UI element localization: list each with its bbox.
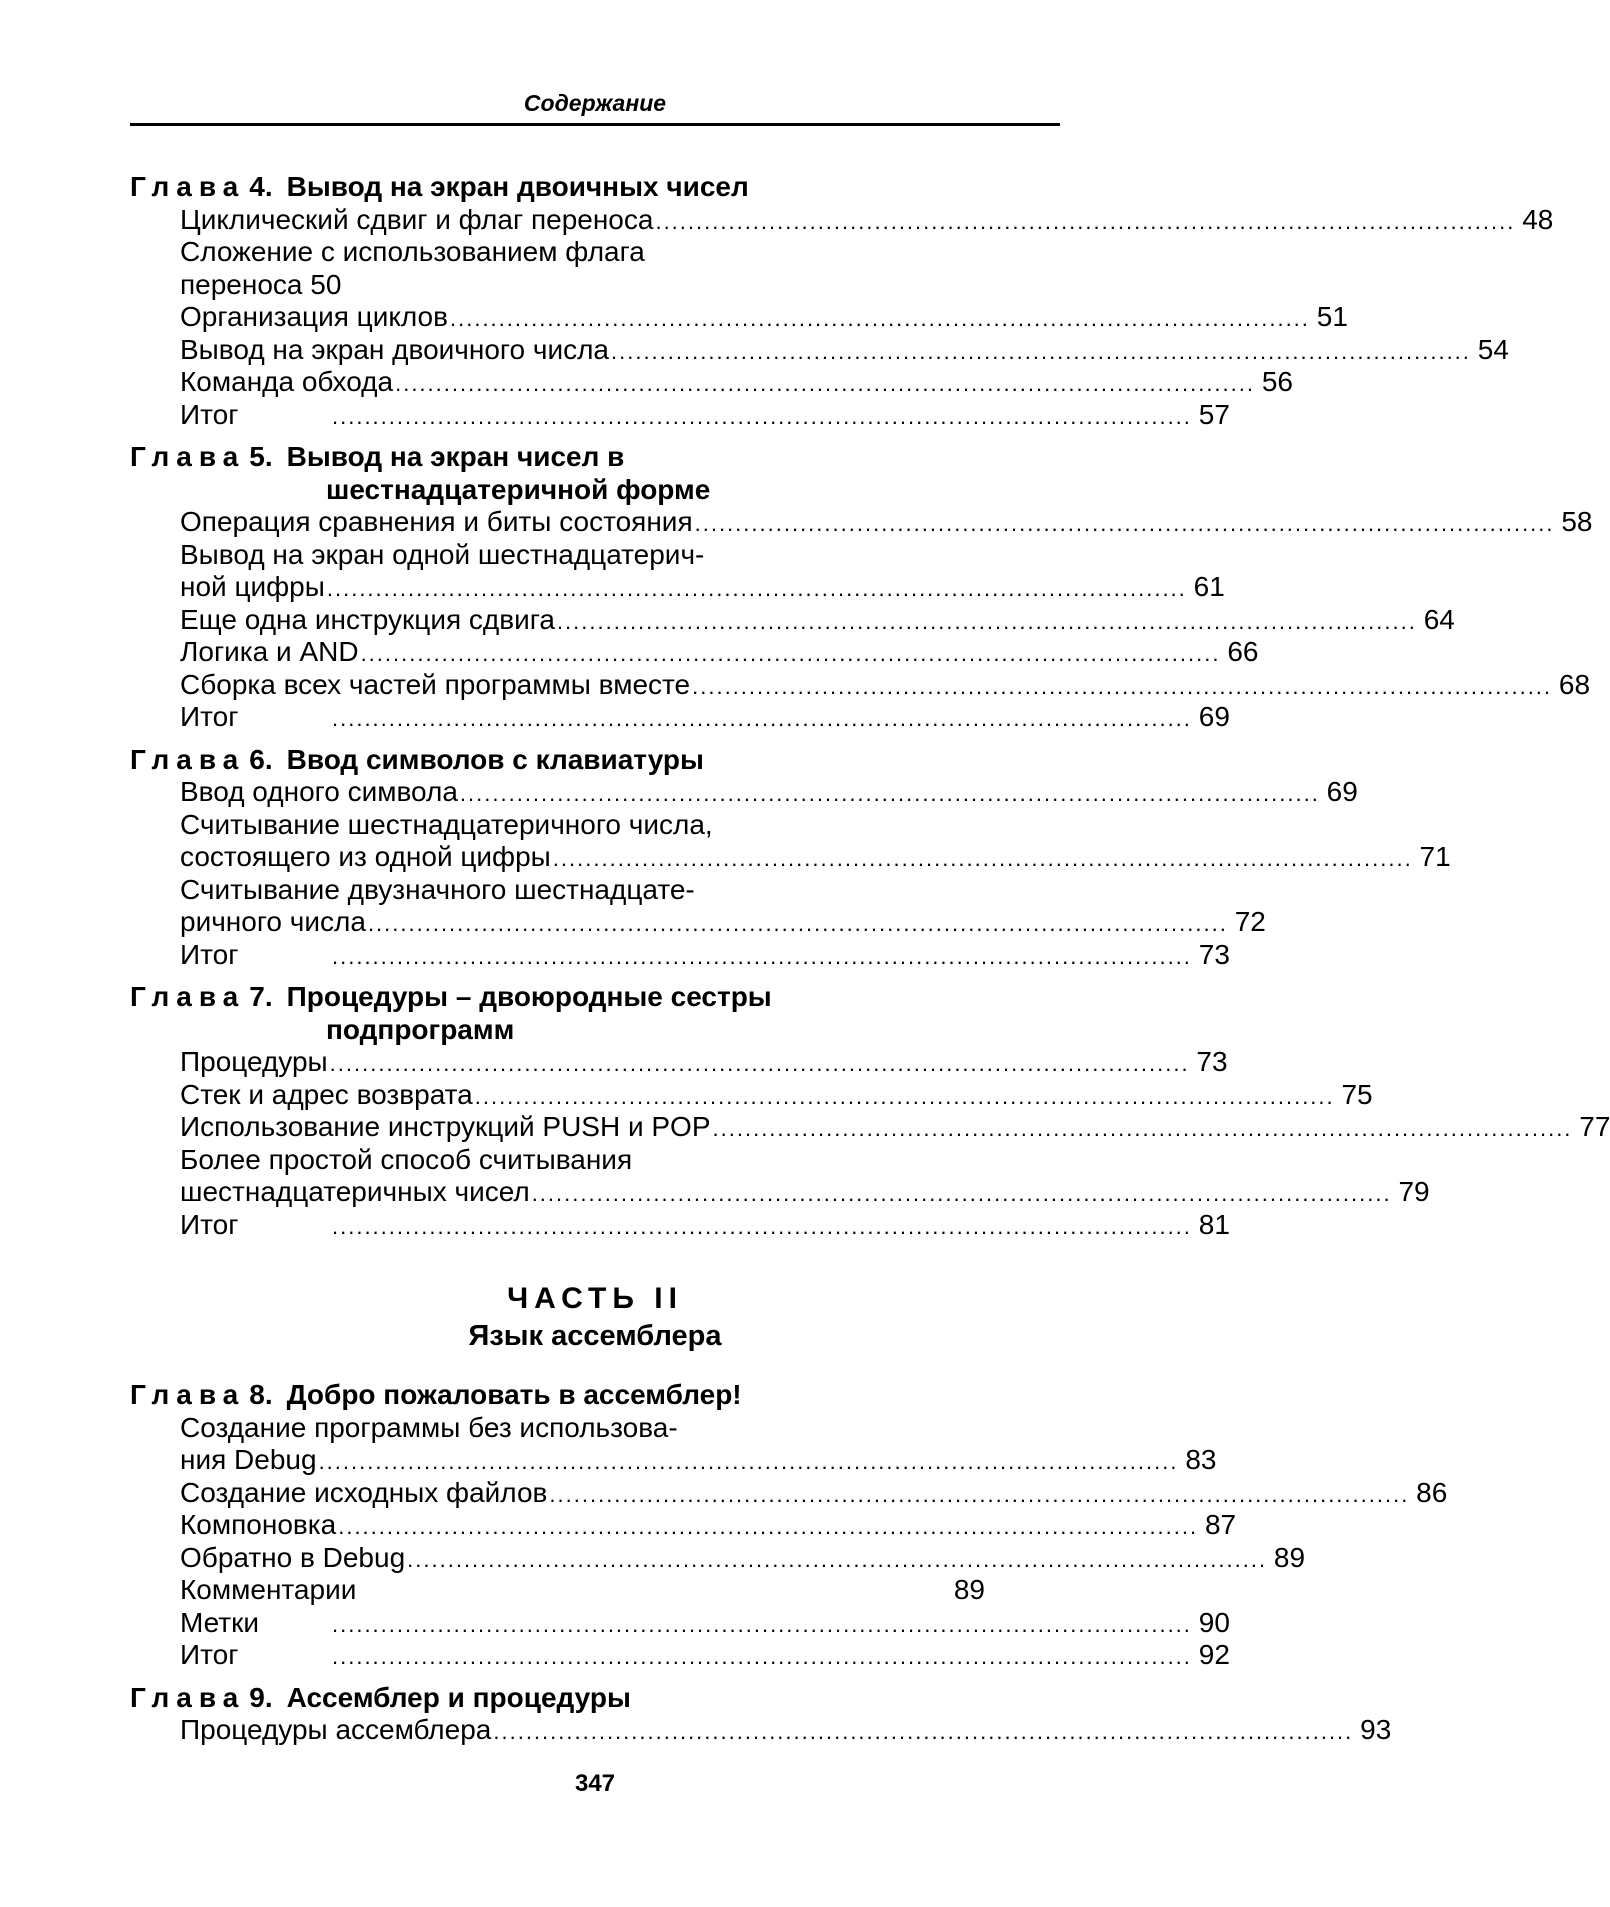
running-header: Содержание xyxy=(523,90,667,116)
entry-title: Комментарии xyxy=(180,1574,357,1605)
toc-entry[interactable] xyxy=(180,700,1230,734)
toc-entry[interactable] xyxy=(180,635,1259,669)
chapter-number: 4. xyxy=(249,171,273,202)
entry-title: Стек и адрес возврата xyxy=(180,1078,473,1110)
dot-leader: .......................................................................................................... xyxy=(332,943,1192,969)
chapter-number: 9. xyxy=(249,1681,273,1713)
chapter-heading xyxy=(130,1681,1060,1715)
dot-leader: .......................................................................................................... xyxy=(531,1181,1392,1206)
page-ref: 83 xyxy=(1185,1444,1217,1475)
dot-leader: .......................................................................................................... xyxy=(611,338,1471,364)
page-ref: 89 xyxy=(1273,1541,1306,1573)
entry-title: Вывод на экран одной шестнадцатерич- xyxy=(180,538,705,570)
page-ref: 87 xyxy=(1204,1509,1237,1540)
page-ref: 93 xyxy=(1360,1714,1392,1745)
entry-title: Считывание шестнадцатеричного числа, xyxy=(180,808,713,840)
dot-leader: .......................................................................................................... xyxy=(692,673,1553,699)
page-ref: 86 xyxy=(1416,1476,1448,1508)
toc-entry[interactable] xyxy=(180,873,985,907)
entry-title: Процедуры ассемблера xyxy=(180,1714,492,1745)
entry-title: Ввод одного символа xyxy=(180,776,458,807)
page-ref: 75 xyxy=(1341,1078,1373,1110)
toc-entry[interactable] xyxy=(180,905,1266,939)
entry-title: Итог xyxy=(180,938,239,970)
chapter-title: Ввод символов с клавиатуры xyxy=(286,743,704,775)
dot-leader: .......................................................................................................... xyxy=(556,608,1417,634)
entry-title: Более простой способ считывания xyxy=(180,1143,633,1175)
chapter-label: Глава xyxy=(130,1681,246,1713)
entry-title: Итог xyxy=(180,1639,239,1670)
toc-entry[interactable] xyxy=(180,538,985,572)
page-ref: 66 xyxy=(1227,636,1259,667)
page-ref: 73 xyxy=(1196,1046,1228,1077)
page-ref: 58 xyxy=(1561,506,1593,537)
dot-leader: .......................................................................................................... xyxy=(360,641,1221,666)
header-rule xyxy=(130,123,1060,126)
toc-entry[interactable] xyxy=(180,1541,1306,1575)
entry-title: Итог xyxy=(180,398,239,430)
page-ref: 81 xyxy=(1198,1208,1230,1240)
page-ref: 71 xyxy=(1419,841,1451,872)
page-ref: 79 xyxy=(1398,1176,1430,1207)
page-ref: 54 xyxy=(1477,333,1509,365)
toc-entry[interactable] xyxy=(180,1045,1228,1079)
page-ref: 57 xyxy=(1198,398,1230,430)
entry-title: Еще одна инструкция сдвига xyxy=(180,603,555,635)
dot-leader: .......................................................................................................... xyxy=(552,846,1413,871)
page-ref: 69 xyxy=(1198,701,1230,732)
chapter-heading xyxy=(130,743,1060,777)
chapter-label: Глава xyxy=(130,171,246,202)
chapter-number: 6. xyxy=(249,743,273,775)
page-ref: 56 xyxy=(1261,366,1293,397)
chapter-title: Ассемблер и процедуры xyxy=(286,1681,631,1713)
chapter-label: Глава xyxy=(130,441,246,472)
page-ref: 61 xyxy=(1193,571,1225,602)
toc-entry[interactable] xyxy=(180,938,1230,972)
page-ref: 64 xyxy=(1423,603,1455,635)
toc-entry[interactable] xyxy=(180,808,985,842)
page-ref: 90 xyxy=(1198,1606,1230,1638)
chapter-title: подпрограмм xyxy=(326,1013,515,1045)
entry-title: ричного числа xyxy=(180,906,366,937)
page-ref: 77 xyxy=(1579,1111,1610,1142)
page-ref: 68 xyxy=(1558,668,1591,700)
dot-leader: .......................................................................................................... xyxy=(329,1051,1190,1076)
entry-title: Логика и AND xyxy=(180,636,359,667)
chapter-heading xyxy=(130,980,1060,1014)
chapter-label: Глава xyxy=(130,1379,246,1410)
chapter-number: 8. xyxy=(249,1379,273,1410)
dot-leader: .......................................................................................................... xyxy=(474,1083,1335,1109)
toc-entry[interactable] xyxy=(180,203,1554,237)
entry-title: ния Debug xyxy=(180,1444,317,1475)
toc-entry[interactable] xyxy=(180,840,1451,874)
toc-entry[interactable] xyxy=(180,1476,1448,1510)
entry-title: Использование инструкций PUSH и POP xyxy=(180,1111,711,1142)
entry-title: Создание исходных файлов xyxy=(180,1476,548,1508)
dot-leader: .......................................................................................................... xyxy=(332,1611,1192,1637)
toc-entry[interactable] xyxy=(180,668,1591,702)
entry-title: Обратно в Debug xyxy=(180,1541,406,1573)
chapter-heading xyxy=(130,473,1256,507)
toc-entry[interactable] xyxy=(180,398,1230,432)
toc-entry[interactable] xyxy=(180,1508,1237,1542)
entry-title: ной цифры xyxy=(180,571,325,602)
chapter-heading xyxy=(130,1378,1060,1412)
dot-leader: .......................................................................................................... xyxy=(367,911,1228,936)
entry-title: Метки xyxy=(180,1606,259,1638)
dot-leader: .......................................................................................................... xyxy=(407,1546,1268,1572)
dot-leader: .......................................................................................................... xyxy=(326,576,1187,601)
page-ref: 89 xyxy=(953,1574,985,1605)
toc-entry[interactable] xyxy=(180,603,1455,637)
toc-entry[interactable] xyxy=(180,1143,985,1177)
toc-entry[interactable] xyxy=(180,268,985,302)
chapter-heading xyxy=(130,440,1060,474)
page-ref: 48 xyxy=(1522,203,1554,235)
toc-entry[interactable] xyxy=(180,1606,1230,1640)
toc-entry[interactable] xyxy=(180,1443,1217,1477)
dot-leader: .......................................................................................................... xyxy=(549,1481,1410,1507)
entry-title: Создание программы без использова- xyxy=(180,1411,678,1443)
entry-title: Компоновка xyxy=(180,1509,337,1540)
chapter-label: Глава xyxy=(130,743,246,775)
entry-title: состоящего из одной цифры xyxy=(180,841,551,872)
dot-leader: .......................................................................................................... xyxy=(332,706,1192,731)
dot-leader: .......................................................................................................... xyxy=(450,306,1310,331)
dot-leader: .......................................................................................................... xyxy=(332,1213,1192,1239)
dot-leader: .......................................................................................................... xyxy=(332,1644,1192,1669)
entry-title: Команда обхода xyxy=(180,366,394,397)
toc-entry[interactable] xyxy=(180,1713,1392,1747)
chapter-label: Глава xyxy=(130,981,246,1012)
entry-title: Сложение с использованием флага xyxy=(180,236,645,267)
entry-title: Итог xyxy=(180,1208,239,1240)
toc-entry[interactable] xyxy=(180,365,1293,399)
toc-entry[interactable] xyxy=(180,775,1358,809)
toc-entry[interactable] xyxy=(180,505,1593,539)
entry-title: Процедуры xyxy=(180,1046,328,1077)
toc-entry[interactable] xyxy=(180,1175,1430,1209)
toc-entry[interactable] xyxy=(180,1078,1373,1112)
page-ref: 73 xyxy=(1198,938,1230,970)
chapter-title: шестнадцатеричной форме xyxy=(326,473,711,505)
dot-leader: .......................................................................................................... xyxy=(395,371,1255,396)
toc-entry[interactable] xyxy=(180,570,1225,604)
toc-entry[interactable] xyxy=(180,333,1509,367)
toc-entry[interactable] xyxy=(180,1573,985,1607)
part-subtitle: Язык ассемблера xyxy=(468,1320,722,1352)
chapter-title: Вывод на экран чисел в xyxy=(286,441,625,472)
toc-entry[interactable] xyxy=(180,1638,1230,1672)
toc-entry[interactable] xyxy=(180,1411,985,1445)
chapter-heading xyxy=(130,170,1060,204)
toc-entry[interactable] xyxy=(180,300,1348,334)
entry-title: Циклический сдвиг и флаг переноса xyxy=(180,203,654,235)
entry-title: шестнадцатеричных чисел xyxy=(180,1176,530,1207)
page-ref: 51 xyxy=(1316,301,1348,332)
dot-leader: .......................................................................................................... xyxy=(493,1719,1354,1744)
toc-entry[interactable] xyxy=(180,235,985,269)
toc-entry[interactable] xyxy=(180,1110,1610,1144)
entry-title: переноса 50 xyxy=(180,268,342,300)
entry-title: Итог xyxy=(180,701,239,732)
part-title: ЧАСТЬ II xyxy=(507,1282,683,1315)
dot-leader: .......................................................................................................... xyxy=(655,208,1516,234)
page-number: 347 xyxy=(574,1770,616,1797)
entry-title: Сборка всех частей программы вместе xyxy=(180,668,691,700)
page-ref: 92 xyxy=(1198,1639,1230,1670)
chapter-number: 5. xyxy=(249,441,273,472)
dot-leader: .......................................................................................................... xyxy=(338,1514,1199,1539)
chapter-title: Процедуры – двоюродные сестры xyxy=(286,981,772,1012)
chapter-number: 7. xyxy=(249,981,273,1012)
dot-leader: .......................................................................................................... xyxy=(332,403,1192,429)
dot-leader: .......................................................................................................... xyxy=(694,511,1555,536)
entry-title: Операция сравнения и биты состояния xyxy=(180,506,693,537)
entry-title: Организация циклов xyxy=(180,301,448,332)
toc-entry[interactable] xyxy=(180,1208,1230,1242)
chapter-heading xyxy=(130,1013,1256,1047)
entry-title: Считывание двузначного шестнадцате- xyxy=(180,873,695,905)
page-ref: 69 xyxy=(1326,776,1358,807)
dot-leader: .......................................................................................................... xyxy=(318,1449,1179,1474)
chapter-title: Добро пожаловать в ассемблер! xyxy=(286,1379,742,1410)
chapter-title: Вывод на экран двоичных чисел xyxy=(286,171,749,202)
dot-leader: .......................................................................................................... xyxy=(712,1116,1573,1141)
page-ref: 72 xyxy=(1234,906,1266,937)
entry-title: Вывод на экран двоичного числа xyxy=(180,333,609,365)
dot-leader: .......................................................................................................... xyxy=(459,781,1320,806)
